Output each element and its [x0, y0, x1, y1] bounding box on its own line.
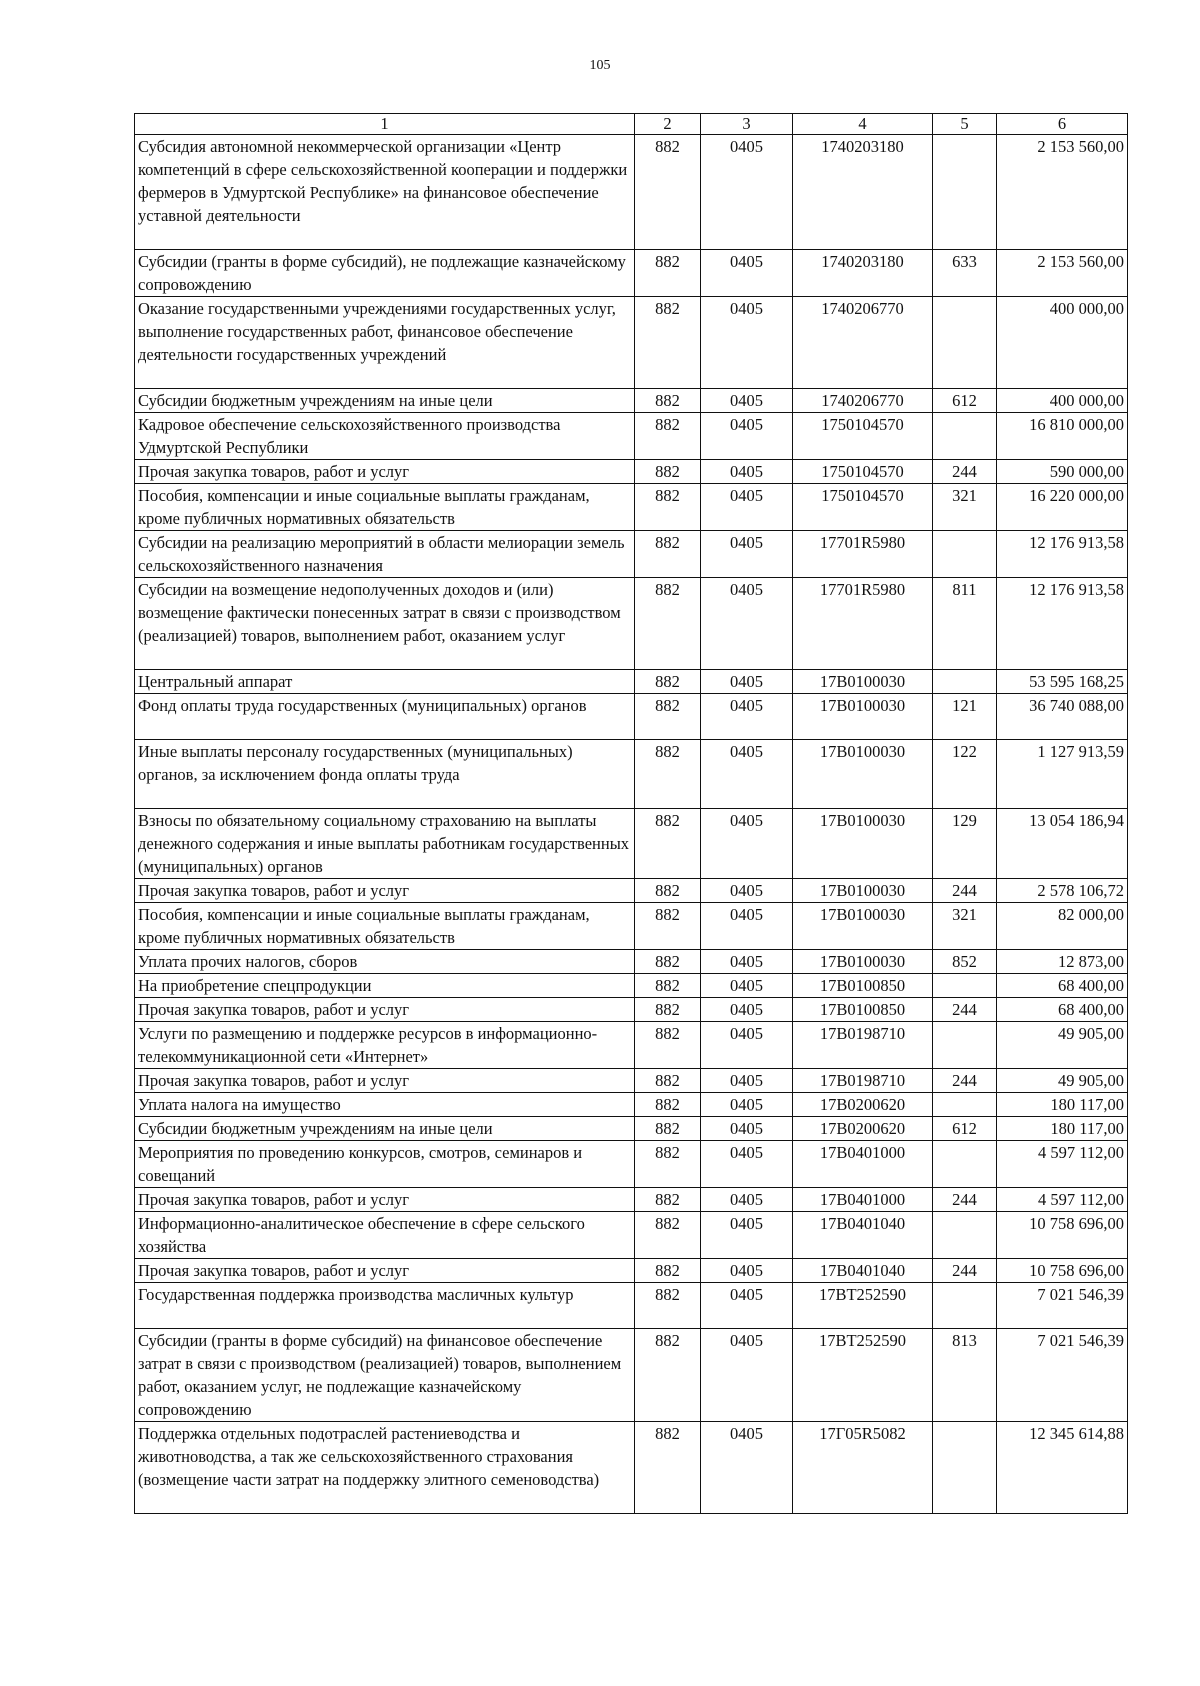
table-row	[135, 1422, 1128, 1514]
budget-table	[134, 113, 1128, 1514]
table-row	[135, 1188, 1128, 1212]
row-target-code: 17B0198710	[793, 1022, 933, 1069]
row-target-code: 17B0100030	[793, 809, 933, 879]
row-amount: 400 000,00	[997, 389, 1128, 413]
row-target-code: 17B0401000	[793, 1141, 933, 1188]
row-ministry-code: 882	[635, 950, 701, 974]
row-amount: 180 117,00	[997, 1117, 1128, 1141]
row-ministry-code: 882	[635, 1422, 701, 1514]
row-ministry-code: 882	[635, 460, 701, 484]
row-expense-type: 244	[933, 998, 997, 1022]
row-target-code: 17B0198710	[793, 1069, 933, 1093]
row-name: Поддержка отдельных подотраслей растениеводства и животноводства, а так же сельскохозяйственного страхования (возмещение части затрат на поддержку элитного семеноводства)	[135, 1422, 635, 1514]
row-section-code: 0405	[701, 250, 793, 297]
table-row	[135, 809, 1128, 879]
row-ministry-code: 882	[635, 250, 701, 297]
table-row	[135, 974, 1128, 998]
row-ministry-code: 882	[635, 1329, 701, 1422]
row-name: Пособия, компенсации и иные социальные выплаты гражданам, кроме публичных нормативных обязательств	[135, 903, 635, 950]
row-name: Оказание государственными учреждениями государственных услуг, выполнение государственных работ, финансовое обеспечение деятельности государственных учреждений	[135, 297, 635, 389]
row-ministry-code: 882	[635, 578, 701, 670]
row-expense-type: 121	[933, 694, 997, 740]
row-amount: 2 153 560,00	[997, 250, 1128, 297]
row-target-code: 17B0100030	[793, 879, 933, 903]
row-ministry-code: 882	[635, 694, 701, 740]
row-expense-type	[933, 1093, 997, 1117]
table-row	[135, 998, 1128, 1022]
row-target-code: 17B0100850	[793, 998, 933, 1022]
row-amount: 36 740 088,00	[997, 694, 1128, 740]
row-name: Фонд оплаты труда государственных (муниципальных) органов	[135, 694, 635, 740]
row-section-code: 0405	[701, 1283, 793, 1329]
row-target-code: 17B0100030	[793, 670, 933, 694]
row-name: Кадровое обеспечение сельскохозяйственного производства Удмуртской Республики	[135, 413, 635, 460]
row-target-code: 1740206770	[793, 297, 933, 389]
row-amount: 10 758 696,00	[997, 1212, 1128, 1259]
row-ministry-code: 882	[635, 809, 701, 879]
row-target-code: 1740203180	[793, 250, 933, 297]
row-section-code: 0405	[701, 1141, 793, 1188]
row-name: Прочая закупка товаров, работ и услуг	[135, 879, 635, 903]
row-ministry-code: 882	[635, 879, 701, 903]
row-name: Субсидии бюджетным учреждениям на иные цели	[135, 389, 635, 413]
table-row	[135, 1283, 1128, 1329]
row-section-code: 0405	[701, 694, 793, 740]
row-ministry-code: 882	[635, 670, 701, 694]
row-expense-type: 612	[933, 1117, 997, 1141]
row-target-code: 17BT252590	[793, 1329, 933, 1422]
row-target-code: 17B0100030	[793, 903, 933, 950]
row-expense-type: 244	[933, 1188, 997, 1212]
row-section-code: 0405	[701, 974, 793, 998]
row-section-code: 0405	[701, 950, 793, 974]
row-expense-type: 321	[933, 903, 997, 950]
row-section-code: 0405	[701, 1093, 793, 1117]
row-name: Государственная поддержка производства масличных культур	[135, 1283, 635, 1329]
row-target-code: 17Г05R5082	[793, 1422, 933, 1514]
column-header-2: 2	[635, 114, 701, 135]
row-name: Услуги по размещению и поддержке ресурсов в информационно-телекоммуникационной сети «Интернет»	[135, 1022, 635, 1069]
row-section-code: 0405	[701, 1069, 793, 1093]
row-target-code: 17B0100030	[793, 694, 933, 740]
row-target-code: 17B0401040	[793, 1212, 933, 1259]
row-section-code: 0405	[701, 1329, 793, 1422]
row-section-code: 0405	[701, 903, 793, 950]
row-section-code: 0405	[701, 998, 793, 1022]
table-row	[135, 1329, 1128, 1422]
row-expense-type: 244	[933, 879, 997, 903]
table-row	[135, 670, 1128, 694]
row-section-code: 0405	[701, 135, 793, 250]
row-target-code: 17701R5980	[793, 531, 933, 578]
table-row	[135, 135, 1128, 250]
column-header-4: 4	[793, 114, 933, 135]
column-header-1: 1	[135, 114, 635, 135]
column-header-3: 3	[701, 114, 793, 135]
row-amount: 10 758 696,00	[997, 1259, 1128, 1283]
table-row	[135, 250, 1128, 297]
row-name: Иные выплаты персоналу государственных (муниципальных) органов, за исключением фонда оплаты труда	[135, 740, 635, 809]
row-section-code: 0405	[701, 879, 793, 903]
row-target-code: 17B0200620	[793, 1117, 933, 1141]
row-expense-type	[933, 974, 997, 998]
row-amount: 2 578 106,72	[997, 879, 1128, 903]
row-name: Субсидии (гранты в форме субсидий) на финансовое обеспечение затрат в связи с производством (реализацией) товаров, выполнением работ, оказанием услуг, не подлежащие казначейскому сопровождению	[135, 1329, 635, 1422]
row-section-code: 0405	[701, 484, 793, 531]
table-row	[135, 1117, 1128, 1141]
row-ministry-code: 882	[635, 1212, 701, 1259]
row-expense-type: 321	[933, 484, 997, 531]
row-ministry-code: 882	[635, 413, 701, 460]
column-header-5: 5	[933, 114, 997, 135]
row-ministry-code: 882	[635, 297, 701, 389]
row-amount: 49 905,00	[997, 1022, 1128, 1069]
row-section-code: 0405	[701, 389, 793, 413]
table-row	[135, 460, 1128, 484]
row-target-code: 17B0401040	[793, 1259, 933, 1283]
row-expense-type	[933, 531, 997, 578]
row-amount: 180 117,00	[997, 1093, 1128, 1117]
table-row	[135, 1141, 1128, 1188]
table-row	[135, 413, 1128, 460]
row-target-code: 1750104570	[793, 484, 933, 531]
row-target-code: 17BT252590	[793, 1283, 933, 1329]
row-name: Субсидии на возмещение недополученных доходов и (или) возмещение фактически понесенных затрат в связи с производством (реализацией) товаров, выполнением работ, оказанием услуг	[135, 578, 635, 670]
row-target-code: 1750104570	[793, 413, 933, 460]
table-row	[135, 297, 1128, 389]
row-expense-type: 244	[933, 1259, 997, 1283]
row-target-code: 17B0100030	[793, 740, 933, 809]
row-amount: 53 595 168,25	[997, 670, 1128, 694]
row-amount: 1 127 913,59	[997, 740, 1128, 809]
table-row	[135, 1212, 1128, 1259]
row-expense-type: 811	[933, 578, 997, 670]
table-row	[135, 879, 1128, 903]
row-ministry-code: 882	[635, 903, 701, 950]
row-expense-type	[933, 1422, 997, 1514]
row-target-code: 1740203180	[793, 135, 933, 250]
row-section-code: 0405	[701, 670, 793, 694]
row-expense-type	[933, 413, 997, 460]
row-ministry-code: 882	[635, 135, 701, 250]
row-name: Уплата прочих налогов, сборов	[135, 950, 635, 974]
row-expense-type: 122	[933, 740, 997, 809]
row-expense-type: 129	[933, 809, 997, 879]
row-ministry-code: 882	[635, 389, 701, 413]
row-target-code: 17B0100850	[793, 974, 933, 998]
row-amount: 12 176 913,58	[997, 531, 1128, 578]
row-section-code: 0405	[701, 1117, 793, 1141]
row-amount: 82 000,00	[997, 903, 1128, 950]
row-section-code: 0405	[701, 1212, 793, 1259]
row-name: Прочая закупка товаров, работ и услуг	[135, 1259, 635, 1283]
row-amount: 400 000,00	[997, 297, 1128, 389]
budget-table-body	[135, 135, 1128, 1514]
row-amount: 7 021 546,39	[997, 1283, 1128, 1329]
row-ministry-code: 882	[635, 1093, 701, 1117]
row-ministry-code: 882	[635, 1022, 701, 1069]
row-name: Уплата налога на имущество	[135, 1093, 635, 1117]
row-name: Субсидии бюджетным учреждениям на иные цели	[135, 1117, 635, 1141]
row-name: Субсидии (гранты в форме субсидий), не подлежащие казначейскому сопровождению	[135, 250, 635, 297]
column-number-row	[135, 114, 1128, 135]
row-expense-type: 813	[933, 1329, 997, 1422]
row-expense-type	[933, 1141, 997, 1188]
row-expense-type	[933, 1283, 997, 1329]
row-name: Прочая закупка товаров, работ и услуг	[135, 1069, 635, 1093]
row-target-code: 1740206770	[793, 389, 933, 413]
row-section-code: 0405	[701, 740, 793, 809]
row-section-code: 0405	[701, 578, 793, 670]
row-amount: 16 810 000,00	[997, 413, 1128, 460]
column-header-6: 6	[997, 114, 1128, 135]
row-section-code: 0405	[701, 413, 793, 460]
row-expense-type	[933, 135, 997, 250]
row-ministry-code: 882	[635, 1188, 701, 1212]
row-section-code: 0405	[701, 1422, 793, 1514]
row-name: Информационно-аналитическое обеспечение в сфере сельского хозяйства	[135, 1212, 635, 1259]
table-row	[135, 740, 1128, 809]
row-target-code: 17B0401000	[793, 1188, 933, 1212]
row-section-code: 0405	[701, 460, 793, 484]
row-name: Прочая закупка товаров, работ и услуг	[135, 460, 635, 484]
row-ministry-code: 882	[635, 1117, 701, 1141]
row-name: Прочая закупка товаров, работ и услуг	[135, 1188, 635, 1212]
table-row	[135, 903, 1128, 950]
row-section-code: 0405	[701, 1022, 793, 1069]
row-amount: 2 153 560,00	[997, 135, 1128, 250]
row-ministry-code: 882	[635, 974, 701, 998]
table-row	[135, 484, 1128, 531]
row-target-code: 1750104570	[793, 460, 933, 484]
row-expense-type: 244	[933, 1069, 997, 1093]
row-amount: 7 021 546,39	[997, 1329, 1128, 1422]
table-row	[135, 1259, 1128, 1283]
row-name: Мероприятия по проведению конкурсов, смотров, семинаров и совещаний	[135, 1141, 635, 1188]
table-row	[135, 389, 1128, 413]
row-name: Субсидии на реализацию мероприятий в области мелиорации земель сельскохозяйственного назначения	[135, 531, 635, 578]
row-expense-type: 633	[933, 250, 997, 297]
row-ministry-code: 882	[635, 740, 701, 809]
row-name: Центральный аппарат	[135, 670, 635, 694]
row-ministry-code: 882	[635, 1141, 701, 1188]
row-target-code: 17701R5980	[793, 578, 933, 670]
row-ministry-code: 882	[635, 1283, 701, 1329]
row-amount: 4 597 112,00	[997, 1141, 1128, 1188]
row-ministry-code: 882	[635, 998, 701, 1022]
table-row	[135, 694, 1128, 740]
row-name: Взносы по обязательному социальному страхованию на выплаты денежного содержания и иные выплаты работникам государственных (муниципальных) органов	[135, 809, 635, 879]
row-section-code: 0405	[701, 531, 793, 578]
row-expense-type	[933, 297, 997, 389]
row-amount: 49 905,00	[997, 1069, 1128, 1093]
row-section-code: 0405	[701, 809, 793, 879]
row-section-code: 0405	[701, 297, 793, 389]
row-ministry-code: 882	[635, 531, 701, 578]
row-section-code: 0405	[701, 1188, 793, 1212]
row-expense-type: 612	[933, 389, 997, 413]
table-row	[135, 1022, 1128, 1069]
row-amount: 68 400,00	[997, 974, 1128, 998]
row-expense-type	[933, 670, 997, 694]
row-amount: 12 345 614,88	[997, 1422, 1128, 1514]
row-target-code: 17B0100030	[793, 950, 933, 974]
row-amount: 68 400,00	[997, 998, 1128, 1022]
row-amount: 590 000,00	[997, 460, 1128, 484]
row-name: Пособия, компенсации и иные социальные выплаты гражданам, кроме публичных нормативных обязательств	[135, 484, 635, 531]
row-ministry-code: 882	[635, 1069, 701, 1093]
table-row	[135, 1093, 1128, 1117]
row-expense-type	[933, 1212, 997, 1259]
table-row	[135, 1069, 1128, 1093]
row-expense-type: 244	[933, 460, 997, 484]
row-expense-type	[933, 1022, 997, 1069]
row-name: Прочая закупка товаров, работ и услуг	[135, 998, 635, 1022]
row-name: Субсидия автономной некоммерческой организации «Центр компетенций в сфере сельскохозяйственной кооперации и поддержки фермеров в Удмуртской Республике» на финансовое обеспечение уставной деятельности	[135, 135, 635, 250]
page-number: 105	[589, 58, 611, 73]
row-amount: 4 597 112,00	[997, 1188, 1128, 1212]
row-amount: 16 220 000,00	[997, 484, 1128, 531]
row-target-code: 17B0200620	[793, 1093, 933, 1117]
row-section-code: 0405	[701, 1259, 793, 1283]
row-name: На приобретение спецпродукции	[135, 974, 635, 998]
table-row	[135, 531, 1128, 578]
row-amount: 12 873,00	[997, 950, 1128, 974]
row-amount: 12 176 913,58	[997, 578, 1128, 670]
table-row	[135, 578, 1128, 670]
row-expense-type: 852	[933, 950, 997, 974]
row-ministry-code: 882	[635, 1259, 701, 1283]
row-ministry-code: 882	[635, 484, 701, 531]
table-row	[135, 950, 1128, 974]
row-amount: 13 054 186,94	[997, 809, 1128, 879]
